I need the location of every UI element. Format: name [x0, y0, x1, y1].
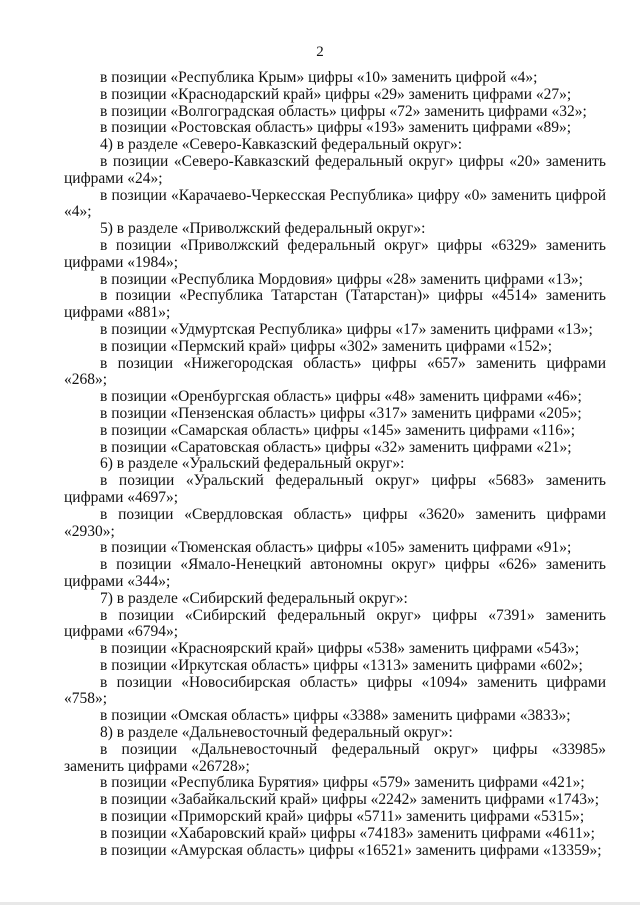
section-heading: 6) в разделе «Уральский федеральный округ»: [100, 455, 405, 473]
paragraph: в позиции «Ростовская область» цифры «193» заменить цифрами «89»; [100, 119, 572, 137]
paragraph: в позиции «Карачаево-Черкесская Республика» цифру «0» заменить цифрой «4»; [64, 186, 606, 221]
paragraph: в позиции «Пензенская область» цифры «317» заменить цифрами «205»; [100, 404, 582, 422]
paragraph: в позиции «Саратовская область» цифры «32» заменить цифрами «21»; [100, 438, 572, 456]
section-heading: 4) в разделе «Северо-Кавказский федеральный округ»: [100, 136, 463, 154]
paragraph: в позиции «Республика Крым» цифры «10» заменить цифрой «4»; [100, 69, 538, 86]
paragraph: в позиции «Ямало-Ненецкий автономны округ» цифры «626» заменить цифрами «344»; [64, 556, 606, 590]
paragraph: в позиции «Волгоградская область» цифры «72» заменить цифрами «32»; [100, 102, 587, 120]
paragraph: в позиции «Красноярский край» цифры «538» заменить цифрами «543»; [100, 640, 580, 658]
paragraph: в позиции «Новосибирская область» цифры «1094» заменить цифрами «758»; [64, 673, 606, 708]
paragraph: в позиции «Свердловская область» цифры «3620» заменить цифрами «2930»; [64, 505, 606, 540]
paragraph: в позиции «Забайкальский край» цифры «2242» заменить цифрами «1743»; [100, 791, 600, 809]
document-body [64, 70, 606, 859]
paragraph: в позиции «Краснодарский край» цифры «29» заменить цифрами «27»; [100, 85, 572, 103]
paragraph: в позиции «Республика Мордовия» цифры «28» заменить цифрами «13»; [100, 270, 583, 288]
paragraph: в позиции «Республика Бурятия» цифры «579» заменить цифрами «421»; [100, 774, 585, 792]
paragraph: в позиции «Нижегородская область» цифры «657» заменить цифрами «268»; [64, 354, 606, 389]
paragraph: в позиции «Приморский край» цифры «5711» заменить цифрами «5315»; [100, 808, 585, 826]
paragraph: в позиции «Пермский край» цифры «302» заменить цифрами «152»; [100, 337, 553, 355]
paragraph: в позиции «Сибирский федеральный округ» цифры «7391» заменить цифрами «6794»; [64, 606, 606, 641]
paragraph: в позиции «Северо-Кавказский федеральный округ» цифры «20» заменить цифрами «24»; [64, 152, 606, 187]
paragraph: в позиции «Дальневосточный федеральный округ» цифры «33985» заменить цифрами «26728»; [64, 740, 606, 775]
paragraph: в позиции «Иркутская область» цифры «1313» заменить цифрами «602»; [100, 656, 583, 674]
paragraph: в позиции «Оренбургская область» цифры «48» заменить цифрами «46»; [100, 388, 582, 406]
section-heading: 7) в разделе «Сибирский федеральный округ»: [100, 589, 408, 607]
paragraph: в позиции «Тюменская область» цифры «105» заменить цифрами «91»; [100, 539, 572, 557]
paragraph: в позиции «Уральский федеральный округ» цифры «5683» заменить цифрами «4697»; [64, 472, 606, 506]
page-number: 2 [316, 44, 324, 60]
paragraph: в позиции «Амурская область» цифры «16521» заменить цифрами «13359»; [100, 841, 602, 859]
paragraph: в позиции «Республика Татарстан (Татарстан)» цифры «4514» заменить цифрами «881»; [64, 287, 606, 322]
paragraph: в позиции «Самарская область» цифры «145» заменить цифрами «116»; [100, 421, 576, 439]
section-heading: 5) в разделе «Приволжский федеральный округ»: [100, 220, 426, 238]
paragraph: в позиции «Омская область» цифры «3388» заменить цифрами «3833»; [100, 707, 571, 725]
paragraph: в позиции «Хабаровский край» цифры «74183» заменить цифрами «4611»; [100, 824, 595, 842]
section-heading: 8) в разделе «Дальневосточный федеральный округ»: [100, 724, 453, 742]
paragraph: в позиции «Приволжский федеральный округ» цифры «6329» заменить цифрами «1984»; [64, 236, 606, 271]
paragraph: в позиции «Удмуртская Республика» цифры «17» заменить цифрами «13»; [100, 320, 593, 338]
